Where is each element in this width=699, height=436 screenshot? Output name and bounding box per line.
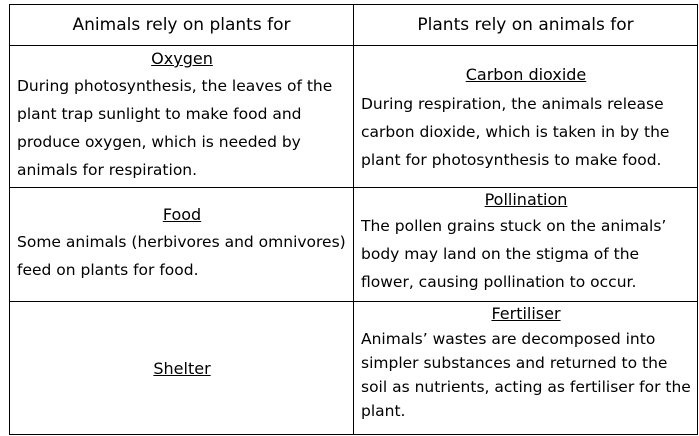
text-fertiliser: Animals’ wastes are decomposed into simpler substances and returned to the soil as nutrients, acting as fertiliser for the plant.: [361, 330, 691, 420]
heading-oxygen: Oxygen: [151, 49, 213, 68]
heading-pollination: Pollination: [484, 190, 568, 209]
text-carbon-dioxide: During respiration, the animals release carbon dioxide, which is taken in by the plant for photosynthesis to make food.: [361, 95, 670, 169]
cell-food: [10, 188, 354, 302]
header-animals-rely-on-plants: Animals rely on plants for: [10, 5, 354, 46]
heading-shelter: Shelter: [153, 358, 211, 378]
cell-carbon-dioxide: [354, 46, 698, 188]
heading-carbon-dioxide: Carbon dioxide: [465, 65, 587, 84]
text-pollination: The pollen grains stuck on the animals’ body may land on the stigma of the flower, causing pollination to occur.: [361, 217, 667, 291]
interdependence-table: [9, 4, 698, 435]
text-oxygen: During photosynthesis, the leaves of the plant trap sunlight to make food and produce oxygen, which is needed by animals for respiration.: [17, 77, 333, 179]
cell-fertiliser: [354, 302, 698, 435]
table-row-food: [10, 188, 698, 302]
table-row-shelter: [10, 302, 698, 435]
heading-fertiliser: Fertiliser: [491, 304, 561, 323]
header-plants-rely-on-animals: Plants rely on animals for: [354, 5, 698, 46]
cell-shelter: [10, 302, 354, 435]
header-row: [10, 5, 698, 46]
table-row-oxygen: [10, 46, 698, 188]
cell-pollination: [354, 188, 698, 302]
cell-oxygen: [10, 46, 354, 188]
heading-food: Food: [162, 205, 202, 224]
text-food: Some animals (herbivores and omnivores) feed on plants for food.: [17, 233, 346, 279]
